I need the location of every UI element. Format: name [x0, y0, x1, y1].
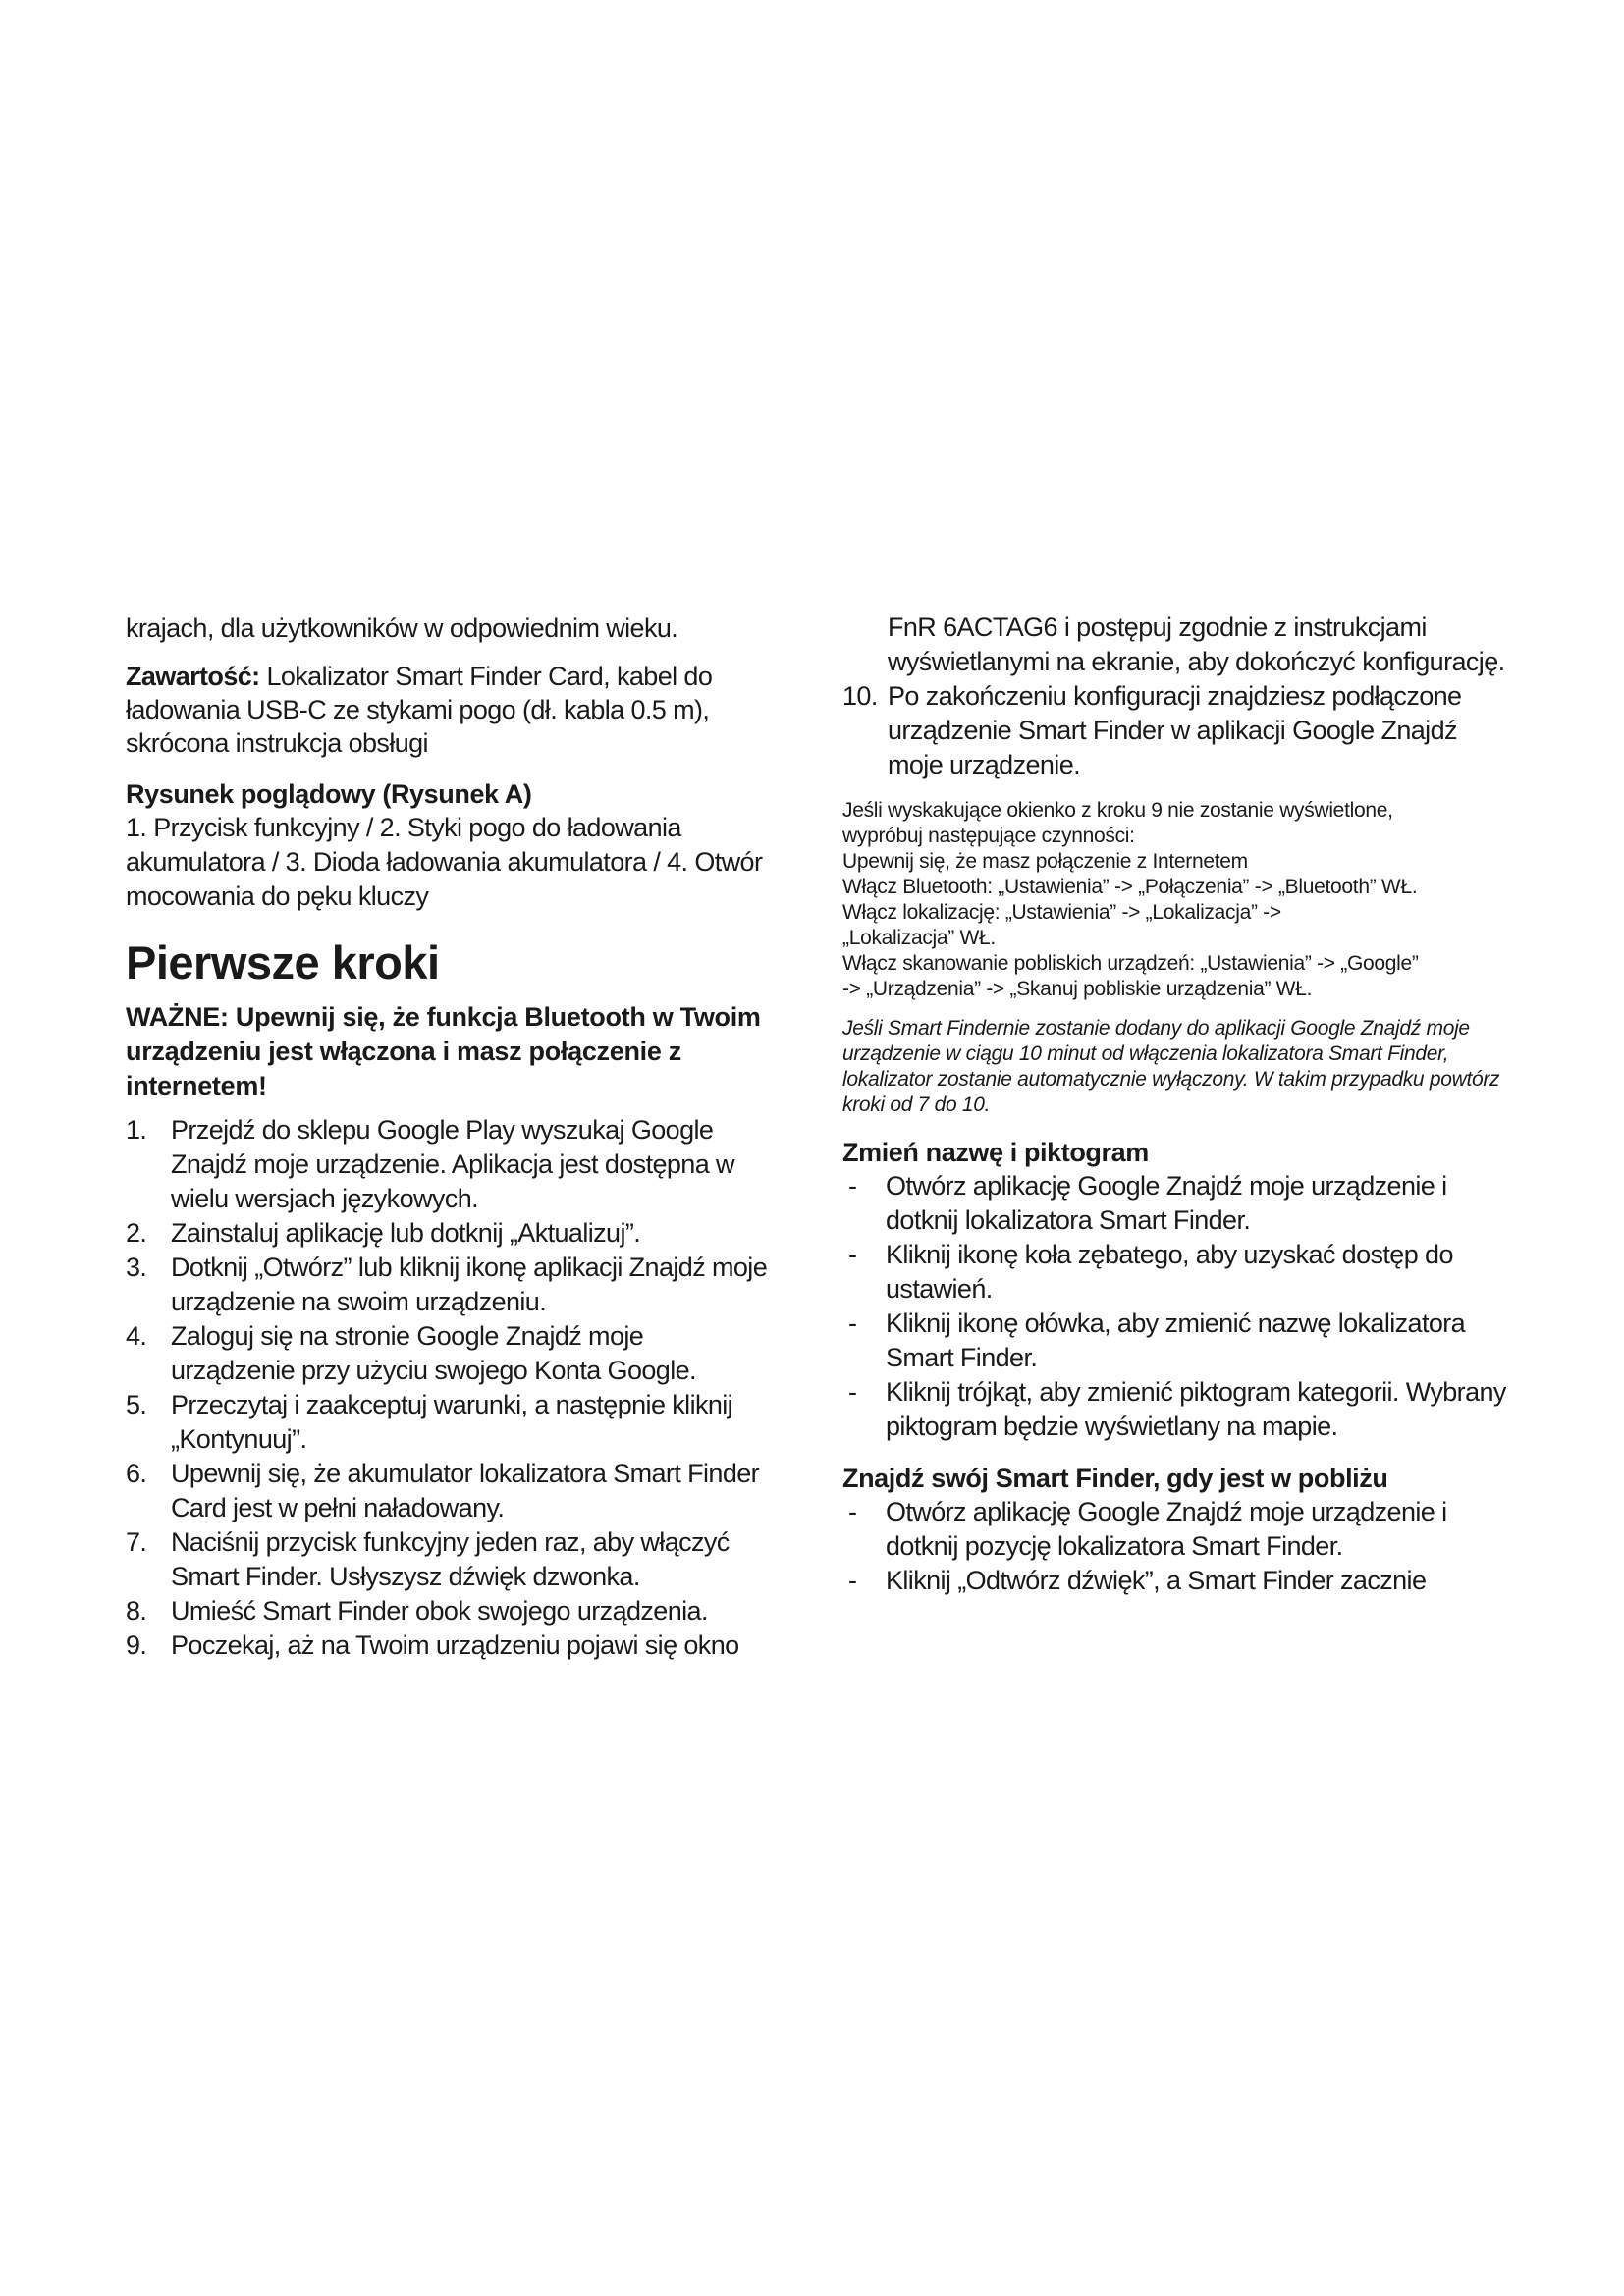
step-number: 9. [126, 1630, 147, 1660]
item-text: Kliknij „Odtwórz dźwięk”, a Smart Finder zacznie [886, 1566, 1427, 1595]
list-item [842, 1564, 1510, 1598]
item-text: Otwórz aplikację Google Znajdź moje urządzenie i dotknij pozycję lokalizatora Smart Finder. [886, 1497, 1447, 1561]
dash-marker: - [848, 1497, 857, 1526]
find-heading: Znajdź swój Smart Finder, gdy jest w pobliżu [842, 1464, 1388, 1493]
step-number: 8. [126, 1596, 147, 1626]
item-text: Kliknij ikonę ołówka, aby zmienić nazwę lokalizatora Smart Finder. [886, 1308, 1466, 1372]
list-item [126, 1594, 774, 1629]
step-text: Po zakończeniu konfiguracji znajdziesz podłączone urządzenie Smart Finder w aplikacji Google Znajdź moje urządzenie. [888, 681, 1462, 779]
step-text: Zaloguj się na stronie Google Znajdź moje urządzenie przy użyciu swojego Konta Google. [171, 1321, 696, 1385]
step-text: Umieść Smart Finder obok swojego urządzenia. [171, 1596, 708, 1626]
dash-marker: - [848, 1308, 857, 1338]
step-number: 10. [842, 681, 878, 711]
left-column [126, 611, 774, 1663]
setup-steps-list [126, 1113, 774, 1663]
section-title: Pierwsze kroki [126, 936, 440, 988]
list-item [126, 1113, 774, 1216]
step-number: 5. [126, 1390, 147, 1419]
item-text: Kliknij trójkąt, aby zmienić piktogram kategorii. Wybrany piktogram będzie wyświetlany na mapie. [886, 1377, 1506, 1441]
drawing-heading: Rysunek poglądowy (Rysunek A) [126, 779, 532, 809]
dash-marker: - [848, 1171, 857, 1201]
step-number: 2. [126, 1218, 147, 1248]
intro-line: krajach, dla użytkowników w odpowiednim wieku. [126, 614, 678, 643]
step-number: 1. [126, 1115, 147, 1145]
step-text: Zainstaluj aplikację lub dotknij „Aktualizuj”. [171, 1218, 641, 1248]
list-item [842, 1169, 1510, 1238]
rename-list [842, 1169, 1510, 1444]
dash-marker: - [848, 1566, 857, 1595]
note-line: Jeśli wyskakujące okienko z kroku 9 nie zostanie wyświetlone, [842, 799, 1393, 822]
list-item [126, 1319, 774, 1388]
list-item [842, 1238, 1510, 1307]
step-number: 6. [126, 1459, 147, 1488]
item-text: Otwórz aplikację Google Znajdź moje urządzenie i dotknij lokalizatora Smart Finder. [886, 1171, 1447, 1235]
note-line: „Lokalizacja” WŁ. [842, 927, 996, 949]
drawing-text: 1. Przycisk funkcyjny / 2. Styki pogo do ładowania akumulatora / 3. Dioda ładowania akumulatora / 4. Otwór mocowania do pęku kluczy [126, 813, 763, 911]
dash-marker: - [848, 1240, 857, 1269]
list-item [126, 1388, 774, 1457]
find-list [842, 1495, 1510, 1598]
rename-heading: Zmień nazwę i piktogram [842, 1138, 1149, 1167]
list-item [126, 1251, 774, 1319]
step-text: Przeczytaj i zaakceptuj warunki, a następnie kliknij „Kontynuuj”. [171, 1390, 733, 1454]
step-number: 4. [126, 1321, 147, 1351]
list-item [842, 611, 1510, 679]
setup-steps-continued [842, 611, 1510, 782]
step-text: Upewnij się, że akumulator lokalizatora Smart Finder Card jest w pełni naładowany. [171, 1459, 760, 1522]
note-line: wypróbuj następujące czynności: [842, 825, 1135, 847]
step-text: Dotknij „Otwórz” lub kliknij ikonę aplikacji Znajdź moje urządzenie na swoim urządzeniu. [171, 1253, 768, 1316]
contents-paragraph [126, 660, 774, 760]
popup-troubleshooting-note [842, 798, 1510, 1002]
dash-marker: - [848, 1377, 857, 1407]
list-item [126, 1629, 774, 1663]
list-item [126, 1457, 774, 1525]
step-number: 3. [126, 1253, 147, 1282]
auto-off-note: Jeśli Smart Findernie zostanie dodany do aplikacji Google Znajdź moje urządzenie w ciągu 10 minut od włączenia lokalizatora Smart Finder, lokalizator zostanie automatycznie wyłączony. W takim przypadku powtórz kroki od 7 do 10. [842, 1017, 1500, 1116]
list-item [126, 1525, 774, 1594]
contents-text: Lokalizator Smart Finder Card, kabel do ładowania USB-C ze stykami pogo (dł. kabla 0.5 m), skrócona instrukcja obsługi [126, 662, 713, 758]
right-column [842, 611, 1510, 1598]
list-item [842, 1375, 1510, 1444]
step-text: Naciśnij przycisk funkcyjny jeden raz, aby włączyć Smart Finder. Usłyszysz dźwięk dzwonka. [171, 1527, 730, 1591]
note-line: Włącz Bluetooth: „Ustawienia” -> „Połączenia” -> „Bluetooth” WŁ. [842, 876, 1418, 898]
note-line: -> „Urządzenia” -> „Skanuj pobliskie urządzenia” WŁ. [842, 978, 1313, 1000]
step9-continuation: FnR 6ACTAG6 i postępuj zgodnie z instrukcjami wyświetlanymi na ekranie, aby dokończyć konfigurację. [888, 613, 1505, 676]
list-item [126, 1216, 774, 1251]
step-text: Przejdź do sklepu Google Play wyszukaj Google Znajdź moje urządzenie. Aplikacja jest dostępna w wielu wersjach językowych. [171, 1115, 734, 1213]
step-number: 7. [126, 1527, 147, 1557]
list-item [842, 1495, 1510, 1564]
important-notice: WAŻNE: Upewnij się, że funkcja Bluetooth w Twoim urządzeniu jest włączona i masz połączenie z internetem! [126, 1002, 761, 1100]
note-line: Upewnij się, że masz połączenie z Internetem [842, 850, 1248, 873]
note-line: Włącz skanowanie pobliskich urządzeń: „Ustawienia” -> „Google” [842, 952, 1419, 975]
list-item [842, 1307, 1510, 1375]
item-text: Kliknij ikonę koła zębatego, aby uzyskać dostęp do ustawień. [886, 1240, 1453, 1304]
note-line: Włącz lokalizację: „Ustawienia” -> „Lokalizacja” -> [842, 901, 1281, 924]
contents-label: Zawartość: [126, 662, 260, 691]
list-item [842, 679, 1510, 782]
step-text: Poczekaj, aż na Twoim urządzeniu pojawi się okno [171, 1630, 739, 1660]
